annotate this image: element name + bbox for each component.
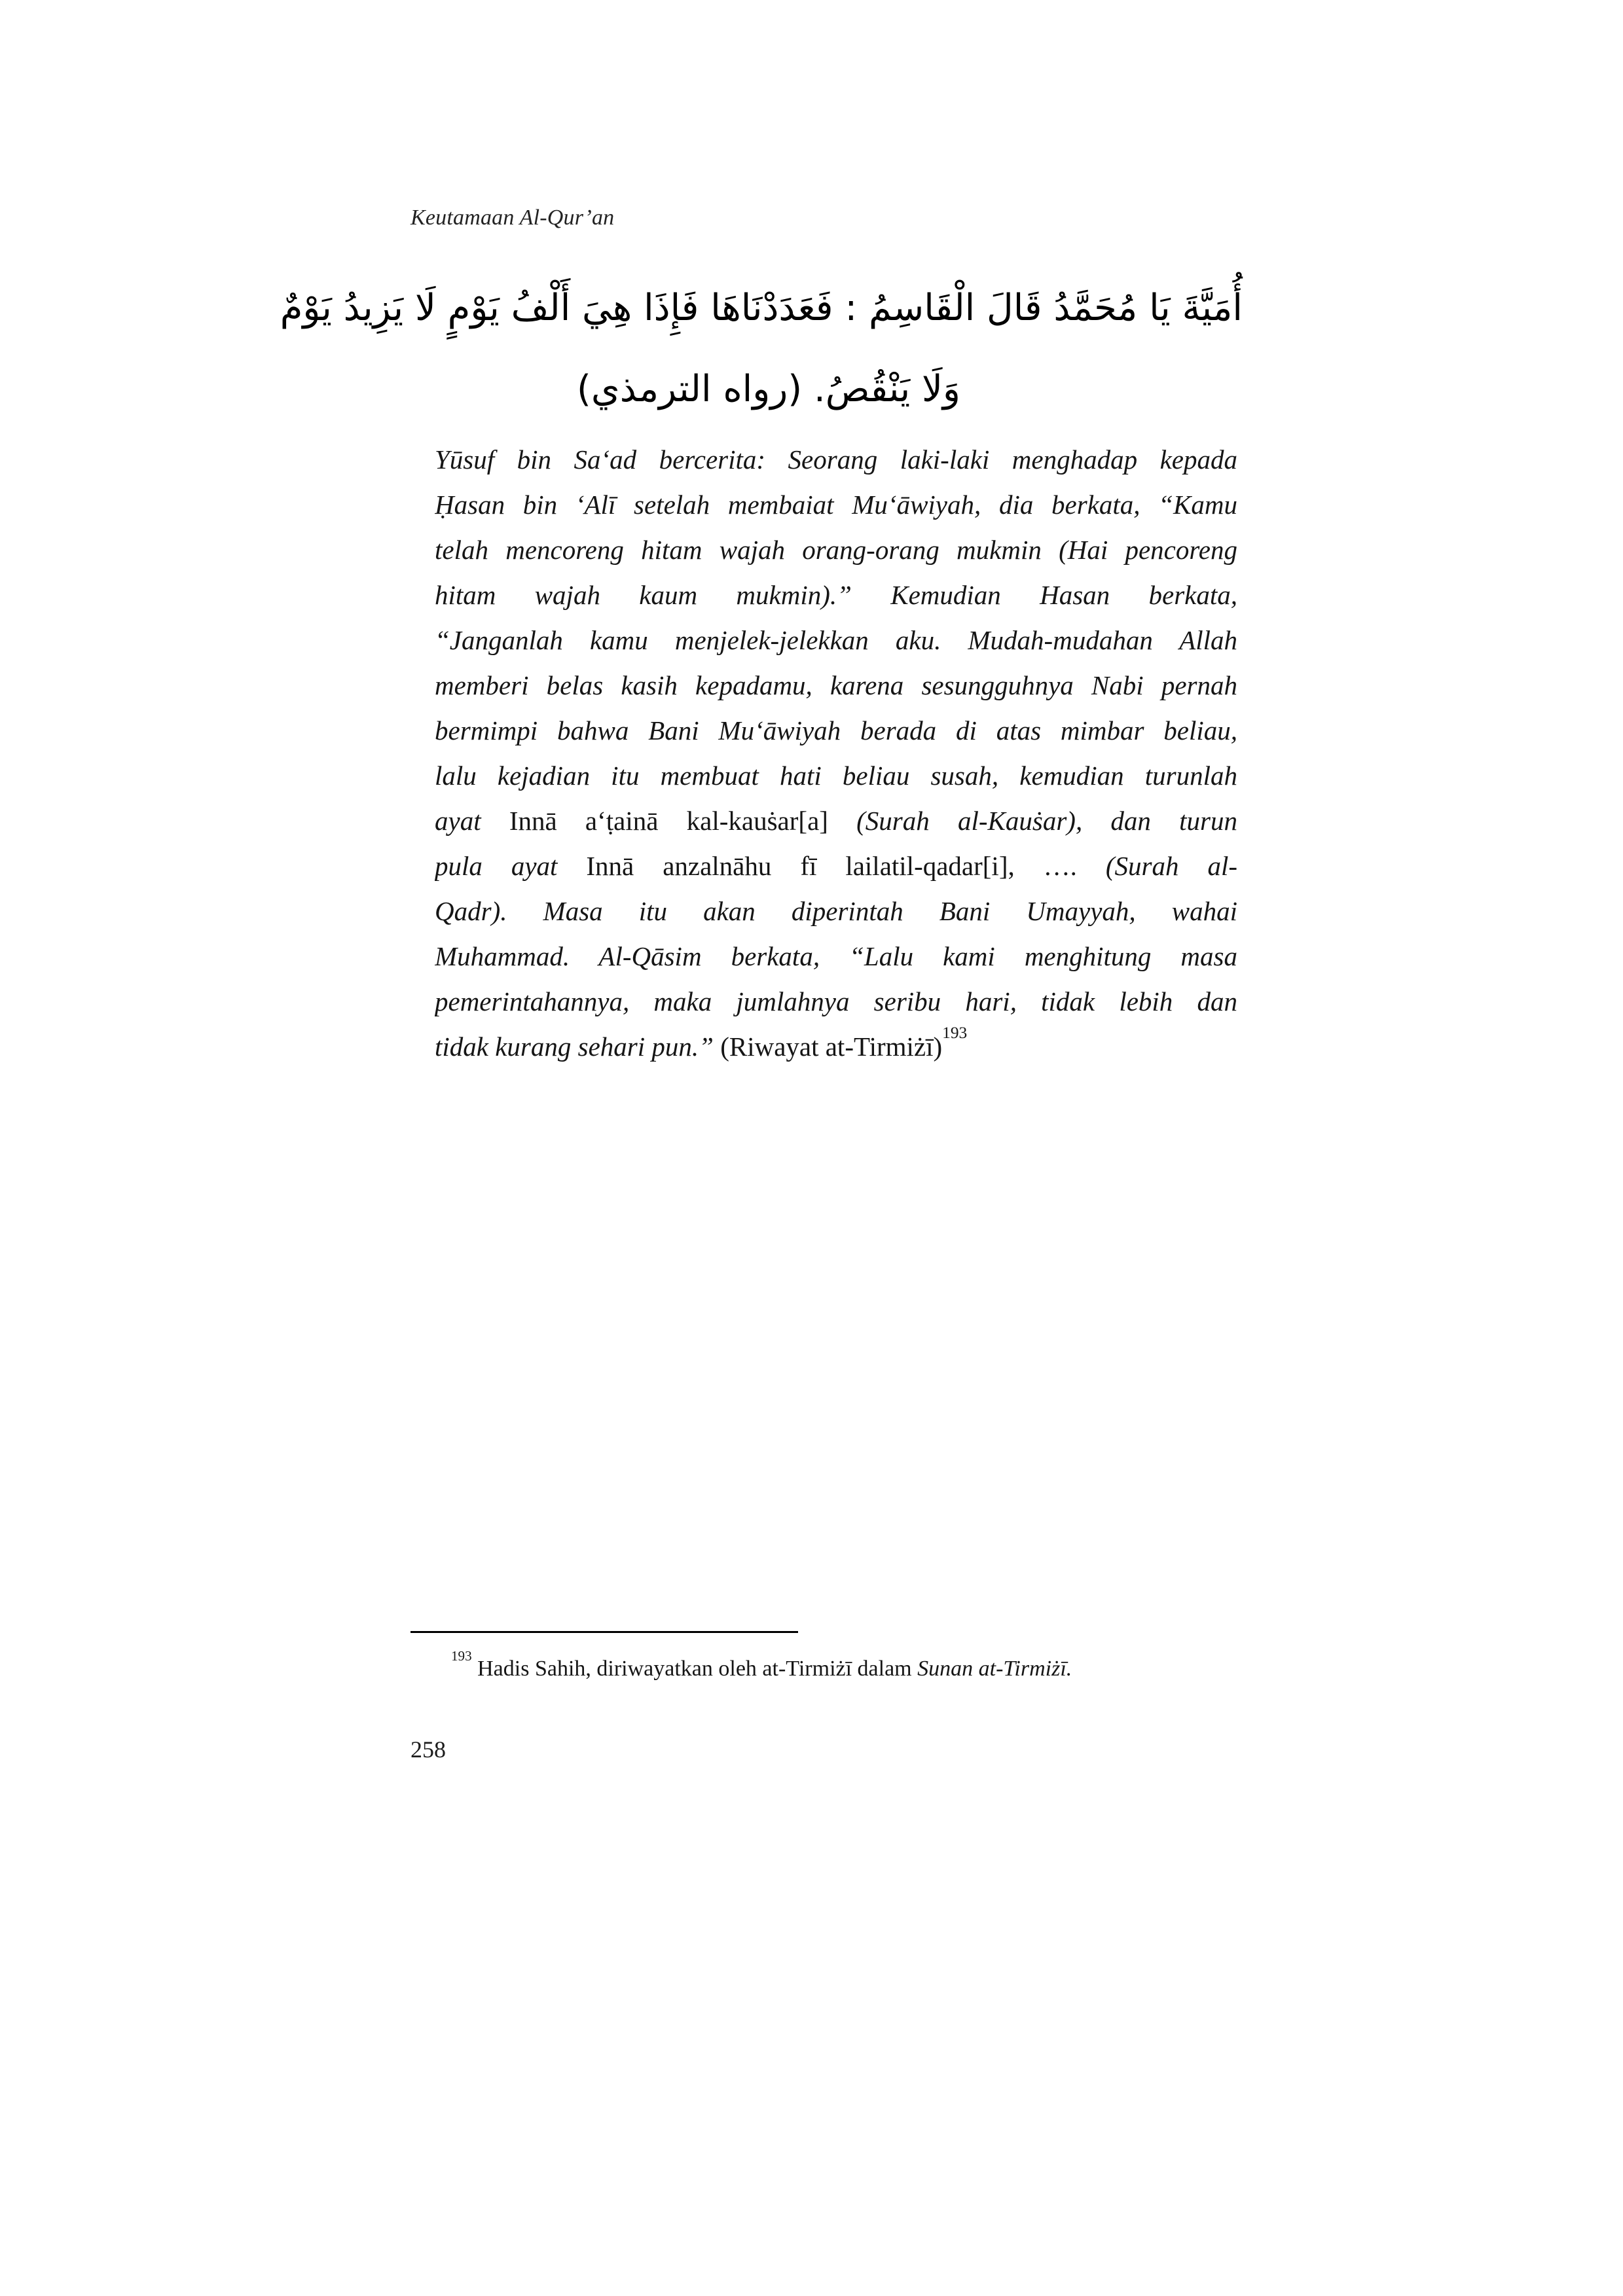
translation-line xyxy=(435,979,1237,1024)
translation-line xyxy=(435,437,1237,482)
text-run: pemerintahannya, maka jumlahnya seribu hari, tidak lebih dan xyxy=(435,986,1237,1016)
text-run: (Surah al- xyxy=(1105,851,1237,881)
text-run: (Surah al-Kauṡar), dan turun xyxy=(856,806,1237,836)
text-run: Hadis Sahih, diriwayatkan oleh at-Tirmiżī dalam xyxy=(471,1657,918,1681)
translation-line xyxy=(435,753,1237,798)
text-run: Innā anzalnāhu fī lailatil-qadar[i], …. xyxy=(586,851,1106,881)
translation-line xyxy=(435,844,1237,889)
text-run: hitam wajah kaum mukmin).” Kemudian Hasan berkata, xyxy=(435,580,1237,610)
text-run: Qadr). Masa itu akan diperintah Bani Umayyah, wahai xyxy=(435,896,1237,926)
translation-line xyxy=(435,573,1237,618)
footnote-reference: 193 xyxy=(451,1648,472,1664)
text-run: telah mencoreng hitam wajah orang-orang mukmin (Hai pencoreng xyxy=(435,535,1237,565)
arabic-quote-line-2: وَلَا يَنْقُصُ. (رواه الترمذي) xyxy=(577,368,960,410)
translation-line xyxy=(435,889,1237,934)
footnote-text xyxy=(410,1648,1222,1686)
text-run: Yūsuf bin Sa‘ad bercerita: Seorang laki-laki menghadap kepada xyxy=(435,444,1237,475)
text-run: Innā a‘ṭainā kal-kauṡar[a] xyxy=(509,806,857,836)
translation-line xyxy=(435,663,1237,708)
text-run: ayat xyxy=(435,806,509,836)
translation-line xyxy=(435,934,1237,979)
text-run: tidak kurang sehari pun.” xyxy=(435,1031,721,1062)
arabic-quote xyxy=(280,270,1243,428)
running-header: Keutamaan Al-Qur’an xyxy=(410,206,615,230)
translation-paragraph xyxy=(435,437,1237,1069)
translation-line xyxy=(435,528,1237,573)
translation-line xyxy=(435,618,1237,663)
text-run: Ḥasan bin ‘Alī setelah membaiat Mu‘āwiyah, dia berkata, “Kamu xyxy=(435,490,1237,520)
text-run: lalu kejadian itu membuat hati beliau susah, kemudian turunlah xyxy=(435,761,1237,791)
text-run: “Janganlah kamu menjelek-jelekkan aku. Mudah-mudahan Allah xyxy=(435,625,1237,655)
page-number: 258 xyxy=(410,1736,446,1763)
text-run: memberi belas kasih kepadamu, karena sesungguhnya Nabi pernah xyxy=(435,670,1237,700)
text-run: (Riwayat at-Tirmiżī) xyxy=(720,1031,943,1062)
footnote-reference: 193 xyxy=(942,1024,968,1042)
translation-line xyxy=(435,798,1237,844)
text-run: bermimpi bahwa Bani Mu‘āwiyah berada di atas mimbar beliau, xyxy=(435,715,1237,745)
arabic-quote-line-1: أُمَيَّةَ يَا مُحَمَّدُ قَالَ الْقَاسِمُ : فَعَدَدْنَاهَا فَإِذَا هِيَ أَلْفُ يَوْمٍ لَا يَزِيدُ يَوْمٌ xyxy=(280,287,1243,329)
footnote-separator xyxy=(410,1631,798,1633)
text-run: Muhammad. Al-Qāsim berkata, “Lalu kami menghitung masa xyxy=(435,941,1237,971)
translation-line xyxy=(435,482,1237,528)
text-run: pula ayat xyxy=(435,851,587,881)
translation-line xyxy=(435,708,1237,753)
text-run: Sunan at-Tirmiżī. xyxy=(917,1657,1072,1681)
translation-line xyxy=(435,1024,1237,1069)
